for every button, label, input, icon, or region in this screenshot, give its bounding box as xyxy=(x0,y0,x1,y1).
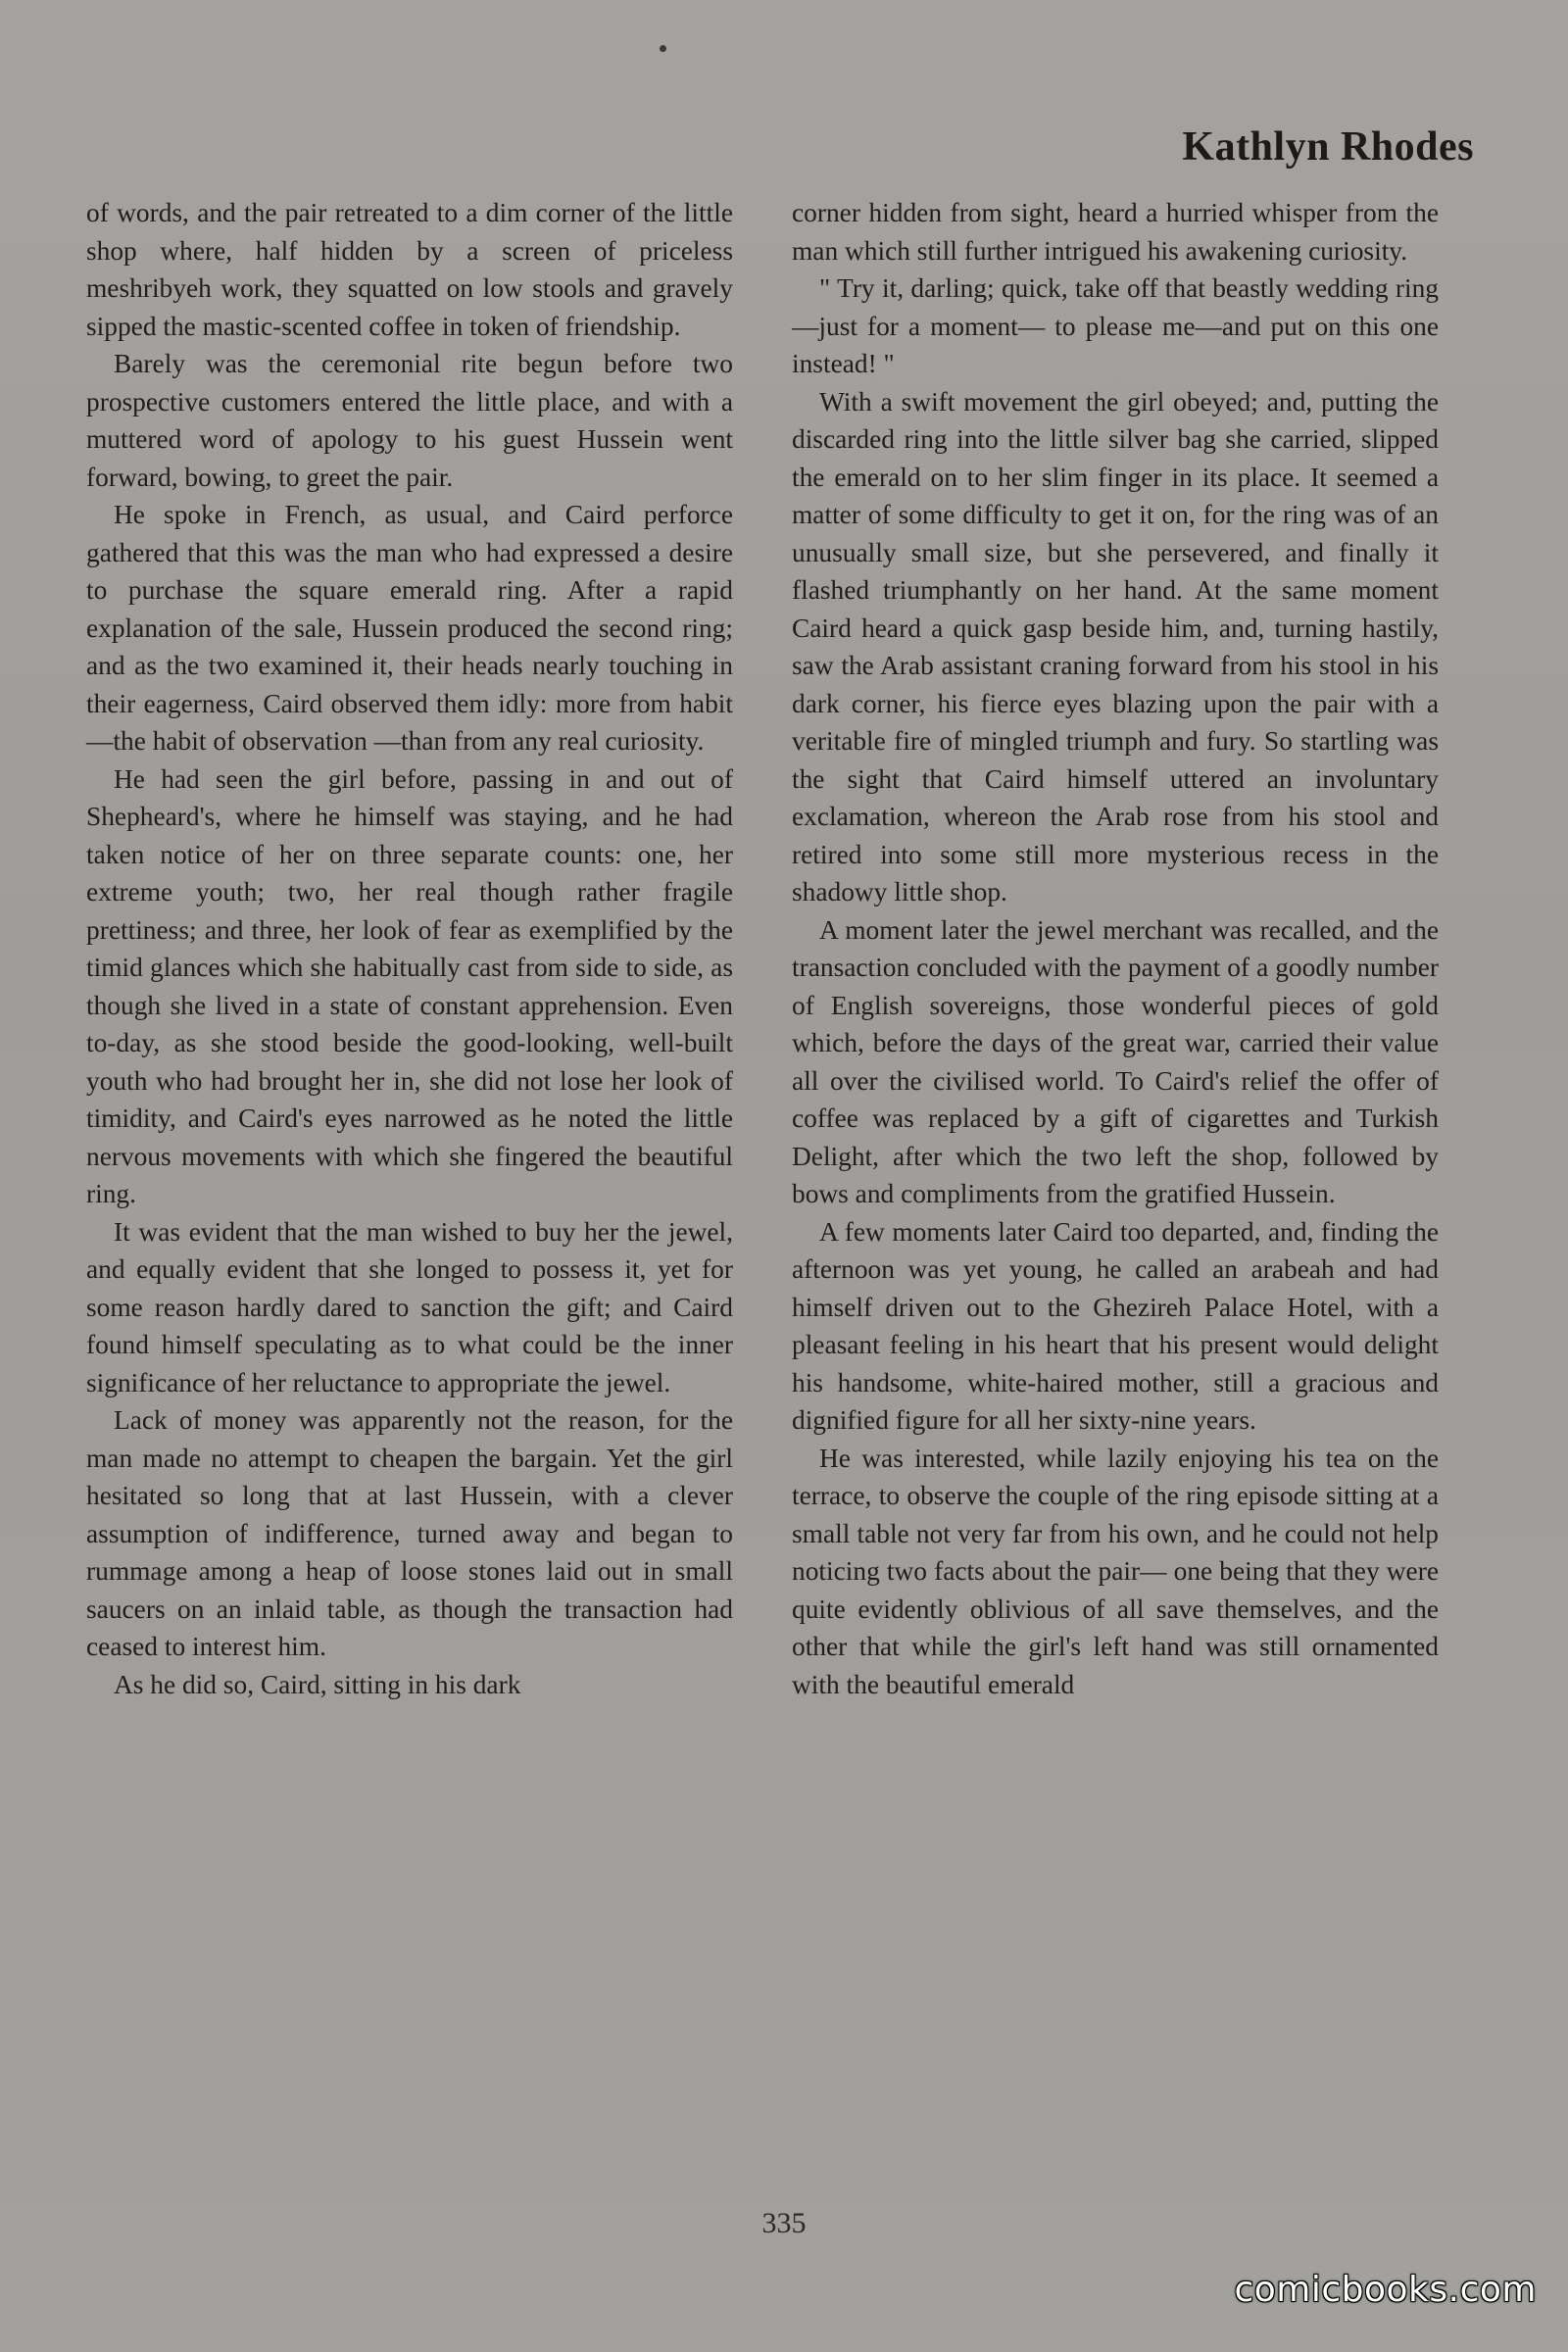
paragraph: With a swift movement the girl obeyed; and, putting the discarded ring into the little silver bag she carried, slipped the emerald on to her slim finger in its place. It seemed a matter of some difficulty to get it on, for the ring was of an unusually small size, but she persevered, and finally it flashed triumphantly on her hand. At the same moment Caird heard a quick gasp beside him, and, turning hastily, saw the Arab assistant craning forward from his stool in his dark corner, his fierce eyes blazing upon the pair with a veritable fire of mingled triumph and fury. So startling was the sight that Caird himself uttered an involuntary exclamation, whereon the Arab rose from his stool and retired into some still more mysterious recess in the shadowy little shop. xyxy=(792,386,1439,906)
paragraph: corner hidden from sight, heard a hurried whisper from the man which still further intrigued his awakening curiosity. xyxy=(792,198,1439,266)
paragraph: As he did so, Caird, sitting in his dark xyxy=(114,1669,521,1699)
paragraph: " Try it, darling; quick, take off that beastly wedding ring—just for a moment— to please me—and put on this one instead! " xyxy=(792,273,1439,378)
paragraph: It was evident that the man wished to buy her the jewel, and equally evident that she longed to possess it, yet for some reason hardly dared to sanction the gift; and Caird found himself speculating as to what could be the inner significance of her reluctance to appropriate the jewel. xyxy=(86,1216,733,1397)
running-title: Kathlyn Rhodes xyxy=(1182,124,1474,170)
page-number: 335 xyxy=(761,2207,807,2239)
left-column xyxy=(86,194,733,1703)
paragraph: Barely was the ceremonial rite begun before two prospective customers entered the little place, and with a muttered word of apology to his guest Hussein went forward, bowing, to greet the pair. xyxy=(86,349,733,492)
right-column xyxy=(792,194,1439,1703)
paragraph: He was interested, while lazily enjoying his tea on the terrace, to observe the couple of the ring episode sitting at a small table not very far from his own, and he could not help noticing two facts about the pair— one being that they were quite evidently oblivious of all save themselves, and the other that while the girl's left hand was still ornamented with the beautiful emerald xyxy=(792,1443,1439,1699)
paragraph: of words, and the pair retreated to a dim corner of the little shop where, half hidden by a screen of priceless meshribyeh work, they squatted on low stools and gravely sipped the mastic-scented coffee in token of friendship. xyxy=(86,198,733,341)
paragraph: He spoke in French, as usual, and Caird perforce gathered that this was the man who had expressed a desire to purchase the square emerald ring. After a rapid explanation of the sale, Hussein produced the second ring; and as the two examined it, their heads nearly touching in their eagerness, Caird observed them idly: more from habit—the habit of observation —than from any real curiosity. xyxy=(86,500,733,756)
paragraph: A moment later the jewel merchant was recalled, and the transaction concluded with the payment of a goodly number of English sovereigns, those wonderful pieces of gold which, before the days of the great war, carried their value all over the civilised world. To Caird's relief the offer of coffee was replaced by a gift of cigarettes and Turkish Delight, after which the two left the shop, followed by bows and compliments from the gratified Hussein. xyxy=(792,914,1439,1208)
paragraph: A few moments later Caird too departed, and, finding the afternoon was yet young, he called an arabeah and had himself driven out to the Ghezireh Palace Hotel, with a pleasant feeling in his heart that his present would delight his handsome, white-haired mother, still a gracious and dignified figure for all her sixty-nine years. xyxy=(792,1216,1439,1435)
paragraph: He had seen the girl before, passing in and out of Shepheard's, where he himself was staying, and he had taken notice of her on three separate counts: one, her extreme youth; two, her real though rather fragile prettiness; and three, her look of fear as exemplified by the timid glances which she habitually cast from side to side, as though she lived in a state of constant apprehension. Even to-day, as she stood beside the good-looking, well-built youth who had brought her in, she did not lose her look of timidity, and Caird's eyes narrowed as he noted the little nervous movements with which she fingered the beautiful ring. xyxy=(86,763,733,1208)
print-speck xyxy=(660,45,666,52)
site-watermark: comicbooks.com xyxy=(1234,2270,1537,2310)
paragraph: Lack of money was apparently not the reason, for the man made no attempt to cheapen the bargain. Yet the girl hesitated so long that at last Hussein, with a clever assumption of indifference, turned away and began to rummage among a heap of loose stones laid out in small saucers on an inlaid table, as though the transaction had ceased to interest him. xyxy=(86,1405,733,1661)
